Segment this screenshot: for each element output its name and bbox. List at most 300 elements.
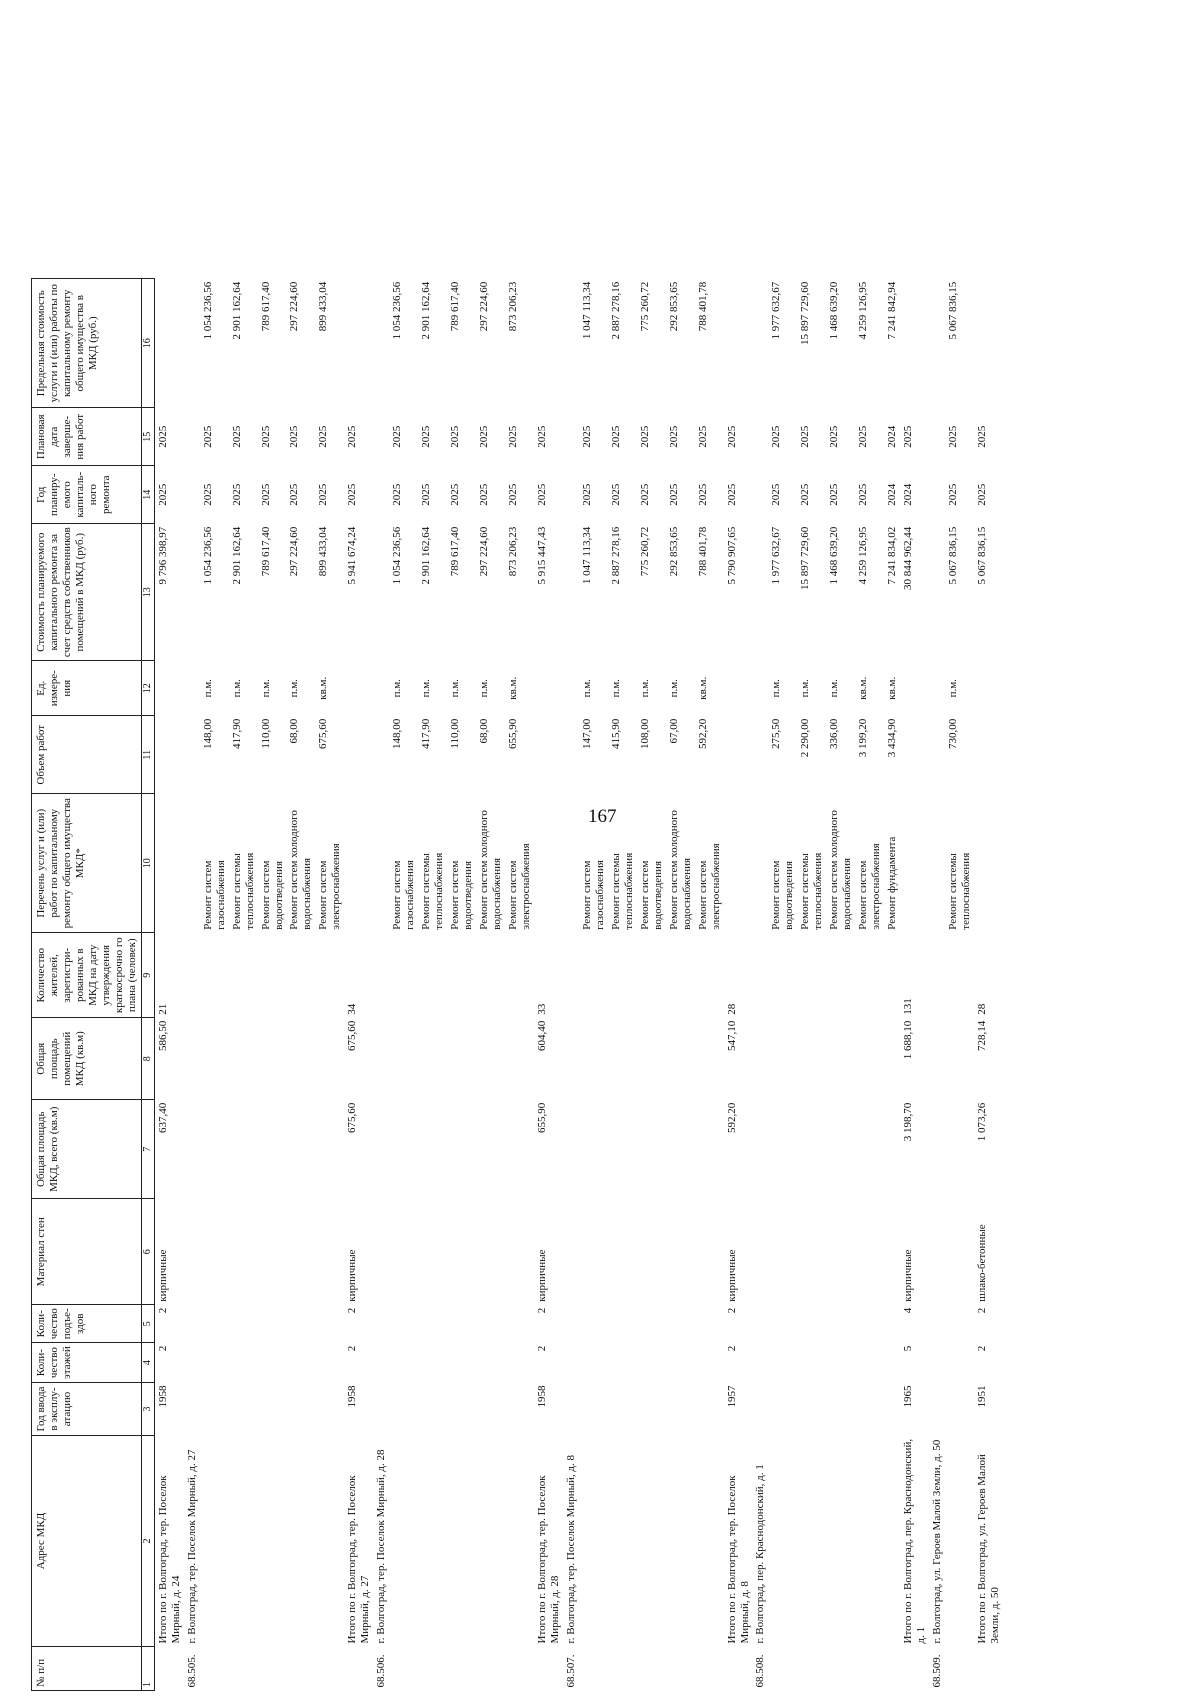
table-cell	[476, 1383, 505, 1436]
table-cell	[563, 794, 579, 933]
table-cell	[447, 1383, 476, 1436]
table-cell	[695, 1343, 724, 1383]
table-cell: 4	[902, 1307, 915, 1314]
table-cell	[286, 1383, 315, 1436]
table-cell: шлако-бетонные	[976, 1224, 988, 1302]
table-cell: 21	[156, 1003, 169, 1015]
column-header: Объем работ	[32, 716, 142, 794]
table-cell	[286, 1436, 315, 1647]
table-cell: п.м.	[391, 679, 404, 698]
table-cell	[855, 1436, 884, 1647]
table-cell: 2 901 162,64	[230, 281, 243, 340]
table-cell: 2025	[449, 425, 462, 448]
work-row	[286, 279, 315, 1691]
table-cell: 1 468 639,20	[828, 281, 841, 340]
table-cell: 417,90	[230, 718, 243, 749]
column-header: Год планиру-емого капиталь-ного ремонта	[32, 466, 142, 524]
work-row	[637, 279, 666, 1691]
table-cell	[884, 1199, 900, 1305]
table-cell: п.м.	[288, 679, 301, 698]
column-header: Коли-чество этажей	[32, 1343, 142, 1383]
table-cell: 2025	[317, 483, 330, 506]
work-row	[447, 279, 476, 1691]
table-cell: п.м.	[667, 679, 680, 698]
table-cell	[752, 1199, 768, 1305]
table-cell: 3 199,20	[857, 718, 870, 758]
table-cell: 2025	[857, 425, 870, 448]
table-cell	[389, 1343, 418, 1383]
table-cell	[476, 1199, 505, 1305]
table-cell	[695, 1436, 724, 1647]
table-cell: 28	[976, 1003, 988, 1015]
table-cell	[752, 716, 768, 794]
table-cell	[752, 1305, 768, 1343]
table-cell	[929, 794, 945, 933]
table-cell: Ремонт системы теплоснабжения	[609, 852, 635, 930]
table-cell	[768, 933, 797, 1018]
table-cell	[884, 1436, 900, 1647]
table-cell: 2	[725, 1345, 738, 1352]
table-cell	[695, 1100, 724, 1199]
table-cell: 655,90	[507, 718, 519, 749]
table-cell: 2025	[391, 425, 404, 448]
table-cell	[797, 1343, 826, 1383]
table-cell	[666, 1305, 695, 1343]
table-cell	[666, 1343, 695, 1383]
table-cell	[286, 1647, 315, 1691]
work-row	[884, 279, 900, 1691]
table-cell: п.м.	[828, 679, 841, 698]
table-cell: 2025	[667, 425, 680, 448]
table-cell	[695, 1647, 724, 1691]
table-cell: 637,40	[156, 1102, 169, 1133]
table-cell	[695, 933, 724, 1018]
header-label-row	[32, 279, 142, 1691]
table-cell: 68.508.	[754, 1654, 767, 1688]
table-cell	[373, 1343, 389, 1383]
table-cell	[900, 716, 929, 794]
table-cell: Итого по г. Волгоград, тер. Поселок Мирный, д. 24	[156, 1475, 182, 1644]
table-cell: 1 054 236,56	[201, 526, 214, 585]
table-cell	[855, 1018, 884, 1100]
table-cell	[476, 1018, 505, 1100]
table-cell: 899 433,04	[317, 281, 330, 332]
table-cell	[724, 661, 753, 716]
table-cell: 2024	[886, 425, 899, 448]
address-row	[373, 279, 389, 1691]
table-cell: Ремонт системы теплоснабжения	[420, 852, 446, 930]
table-cell	[373, 1383, 389, 1436]
table-cell: 67,00	[667, 718, 680, 744]
table-cell	[184, 1100, 200, 1199]
table-cell	[389, 1305, 418, 1343]
table-cell: 30 844 962,44	[902, 526, 915, 590]
table-cell: 2025	[230, 425, 243, 448]
table-cell	[579, 1018, 608, 1100]
table-cell: 604,40	[535, 1020, 548, 1051]
table-cell: п.м.	[947, 679, 960, 698]
table-cell	[608, 1018, 637, 1100]
table-cell	[752, 279, 768, 408]
table-cell	[373, 466, 389, 524]
table-cell: 1 977 632,67	[770, 526, 783, 585]
table-cell	[184, 661, 200, 716]
table-cell	[768, 1100, 797, 1199]
table-cell: 297 224,60	[288, 281, 301, 332]
table-cell	[389, 1383, 418, 1436]
table-cell: 2025	[947, 425, 960, 448]
table-cell: 2 901 162,64	[420, 526, 433, 585]
table-cell: 2025	[580, 483, 593, 506]
table-cell: п.м.	[580, 679, 593, 698]
table-cell	[797, 1018, 826, 1100]
column-number: 11	[141, 716, 154, 794]
table-cell	[344, 794, 373, 933]
table-cell: 2025	[156, 425, 169, 448]
table-cell	[200, 1647, 229, 1691]
table-cell	[768, 1018, 797, 1100]
table-cell	[373, 1305, 389, 1343]
table-cell	[184, 794, 200, 933]
table-cell: 292 853,65	[667, 526, 680, 577]
table-cell: 1 054 236,56	[201, 281, 214, 340]
table-cell	[476, 1343, 505, 1383]
table-cell	[752, 661, 768, 716]
table-cell: 15 897 729,60	[799, 281, 812, 345]
table-cell	[389, 1436, 418, 1647]
table-cell: кв.м.	[317, 676, 330, 700]
table-cell	[315, 1343, 344, 1383]
table-cell	[768, 1647, 797, 1691]
table-cell	[797, 1647, 826, 1691]
table-cell	[184, 1343, 200, 1383]
table-cell	[389, 1100, 418, 1199]
table-cell	[724, 1647, 753, 1691]
table-cell: 547,10	[725, 1020, 738, 1051]
table-cell: 68.507.	[564, 1654, 577, 1688]
work-row	[855, 279, 884, 1691]
table-cell: г. Волгоград, тер. Поселок Мирный, д. 8	[564, 1455, 577, 1644]
table-cell: 297 224,60	[478, 526, 491, 577]
table-cell: Итого по г. Волгоград, тер. Поселок Мирный, д. 27	[346, 1475, 372, 1644]
table-cell	[505, 1018, 534, 1100]
table-cell	[563, 1199, 579, 1305]
column-header: Количество жителей, зарегистри-рованных в МКД на дату утверждения краткосрочно го плана (человек)	[32, 933, 142, 1018]
table-cell: Ремонт систем электроснабжения	[317, 843, 343, 930]
table-cell: 2	[725, 1307, 738, 1314]
address-row	[563, 279, 579, 1691]
table-cell: 148,00	[201, 718, 214, 749]
table-cell	[315, 1305, 344, 1343]
table-cell	[258, 1647, 287, 1691]
table-cell	[229, 933, 258, 1018]
table-cell: 15 897 729,60	[799, 526, 812, 590]
table-cell	[945, 1647, 974, 1691]
table-cell: Ремонт фундамента	[886, 836, 899, 930]
table-cell	[855, 933, 884, 1018]
table-cell: п.м.	[799, 679, 812, 698]
table-cell	[563, 1100, 579, 1199]
table-cell	[154, 794, 183, 933]
table-cell: 28	[725, 1003, 738, 1015]
table-cell: 1958	[346, 1385, 359, 1408]
table-cell: 297 224,60	[288, 526, 301, 577]
table-cell: Ремонт систем газоснабжения	[391, 860, 417, 930]
table-cell: 655,90	[535, 1102, 548, 1133]
table-cell: Ремонт систем газоснабжения	[580, 860, 606, 930]
table-cell	[534, 716, 563, 794]
table-cell: 2025	[201, 425, 214, 448]
table-cell: 1 468 639,20	[828, 526, 841, 585]
work-row	[258, 279, 287, 1691]
table-cell	[884, 1647, 900, 1691]
table-cell: 788 401,78	[696, 281, 709, 332]
table-cell: 9 796 398,97	[156, 526, 169, 585]
table-cell: 4 259 126,95	[857, 281, 870, 340]
column-number: 5	[141, 1305, 154, 1343]
table-cell	[200, 1436, 229, 1647]
table-cell	[258, 1305, 287, 1343]
table-cell	[768, 1305, 797, 1343]
table-cell	[563, 716, 579, 794]
total-row	[974, 279, 1003, 1691]
table-cell: 2025	[346, 483, 359, 506]
table-cell	[974, 1647, 1003, 1691]
table-cell	[579, 1100, 608, 1199]
table-cell	[229, 1305, 258, 1343]
table-cell	[945, 1100, 974, 1199]
work-row	[505, 279, 534, 1691]
table-cell: г. Волгоград, ул. Героев Малой Земли, д. 50	[931, 1439, 944, 1644]
table-cell	[563, 1305, 579, 1343]
table-cell: 3 198,70	[902, 1102, 915, 1142]
column-number: 2	[141, 1436, 154, 1647]
table-cell: 297 224,60	[478, 281, 491, 332]
table-cell: 789 617,40	[259, 281, 272, 332]
table-cell: 2025	[638, 425, 651, 448]
column-header: Ед. измере-ния	[32, 661, 142, 716]
table-cell	[418, 1199, 447, 1305]
table-cell: 2025	[828, 425, 841, 448]
table-cell	[184, 1305, 200, 1343]
table-cell	[418, 933, 447, 1018]
table-cell	[154, 716, 183, 794]
table-cell	[563, 1383, 579, 1436]
table-cell: 2025	[535, 483, 548, 506]
table-cell: 2024	[902, 483, 915, 506]
table-cell	[418, 1383, 447, 1436]
table-cell	[315, 1436, 344, 1647]
table-cell	[373, 794, 389, 933]
table-cell	[534, 1647, 563, 1691]
table-cell	[184, 1018, 200, 1100]
table-cell: 7 241 834,02	[886, 526, 899, 585]
total-row	[724, 279, 753, 1691]
table-cell	[184, 1383, 200, 1436]
table-cell	[752, 1343, 768, 1383]
table-cell: п.м.	[201, 679, 214, 698]
table-cell	[389, 1018, 418, 1100]
table-cell: 7 241 842,94	[886, 281, 899, 340]
table-cell: 5 941 674,24	[346, 526, 359, 585]
table-cell	[505, 1100, 534, 1199]
table-cell	[666, 1647, 695, 1691]
table-cell: 2	[346, 1307, 359, 1314]
table-cell	[447, 1199, 476, 1305]
table-cell: Ремонт систем холодного водоснабжения	[828, 810, 854, 930]
work-row	[945, 279, 974, 1691]
table-cell: 2025	[507, 425, 519, 448]
table-cell: п.м.	[638, 679, 651, 698]
table-cell	[900, 794, 929, 933]
table-cell: 2025	[976, 425, 988, 448]
table-cell	[389, 1199, 418, 1305]
table-cell	[666, 1383, 695, 1436]
table-cell	[154, 279, 183, 408]
table-cell	[447, 1018, 476, 1100]
table-cell	[563, 1018, 579, 1100]
table-cell: п.м.	[259, 679, 272, 698]
work-row	[579, 279, 608, 1691]
column-header: Год ввода в эксплу-атацию	[32, 1383, 142, 1436]
table-cell	[389, 1647, 418, 1691]
table-cell: Ремонт систем холодного водоснабжения	[478, 810, 504, 930]
table-cell: 2025	[770, 483, 783, 506]
table-cell	[752, 1383, 768, 1436]
table-cell	[695, 1018, 724, 1100]
table-cell	[826, 1436, 855, 1647]
work-row	[200, 279, 229, 1691]
table-cell	[229, 1199, 258, 1305]
table-cell	[637, 1305, 666, 1343]
table-cell	[929, 1343, 945, 1383]
table-cell: 5 915 447,43	[535, 526, 548, 585]
table-cell	[974, 279, 1003, 408]
table-cell	[855, 1199, 884, 1305]
table-cell: 2	[535, 1307, 548, 1314]
table-cell: 1 688,10	[902, 1020, 915, 1060]
table-cell: 873 206,23	[507, 526, 519, 577]
table-cell: 2 901 162,64	[230, 526, 243, 585]
table-cell	[505, 1436, 534, 1647]
table-cell	[900, 279, 929, 408]
work-row	[389, 279, 418, 1691]
table-cell	[447, 1305, 476, 1343]
table-cell: 68.506.	[375, 1654, 388, 1688]
table-cell: 68,00	[288, 718, 301, 744]
table-cell: кирпичные	[156, 1249, 169, 1302]
table-cell	[637, 933, 666, 1018]
work-row	[666, 279, 695, 1691]
table-cell: 2025	[230, 483, 243, 506]
column-header: Материал стен	[32, 1199, 142, 1305]
table-cell: 2025	[449, 483, 462, 506]
table-cell: Ремонт систем холодного водоснабжения	[288, 810, 314, 930]
table-cell	[579, 1199, 608, 1305]
table-cell	[826, 933, 855, 1018]
table-cell: 415,90	[609, 718, 622, 749]
table-cell	[447, 1100, 476, 1199]
table-cell: 2025	[609, 483, 622, 506]
table-cell: 2025	[420, 483, 433, 506]
table-cell: Ремонт системы теплоснабжения	[799, 852, 825, 930]
table-cell	[534, 661, 563, 716]
table-cell	[608, 1383, 637, 1436]
table-cell: 336,00	[828, 718, 841, 749]
table-cell	[797, 1383, 826, 1436]
table-cell: Ремонт системы теплоснабжения	[947, 852, 973, 930]
table-cell: 110,00	[449, 718, 462, 749]
table-cell	[884, 1343, 900, 1383]
table-cell	[505, 1647, 534, 1691]
table-cell	[534, 279, 563, 408]
table-cell: 2	[976, 1345, 988, 1352]
table-cell: 2025	[391, 483, 404, 506]
table-cell	[315, 1100, 344, 1199]
table-cell	[724, 279, 753, 408]
table-cell	[447, 1436, 476, 1647]
table-cell	[752, 408, 768, 466]
table-cell	[315, 1647, 344, 1691]
table-cell	[373, 279, 389, 408]
table-cell	[184, 524, 200, 661]
table-cell: 586,50	[156, 1020, 169, 1051]
table-cell	[286, 1100, 315, 1199]
table-cell	[418, 1436, 447, 1647]
table-cell: 417,90	[420, 718, 433, 749]
column-header: Общая площадь помещений МКД (кв.м)	[32, 1018, 142, 1100]
address-row	[752, 279, 768, 1691]
table-cell	[286, 1343, 315, 1383]
table-cell: 2 887 278,16	[609, 526, 622, 585]
table-cell	[752, 466, 768, 524]
table-cell	[418, 1343, 447, 1383]
total-row	[344, 279, 373, 1691]
total-row	[154, 279, 183, 1691]
table-cell	[505, 933, 534, 1018]
table-cell	[637, 1647, 666, 1691]
table-cell: 5 067 836,15	[947, 526, 960, 585]
table-cell	[579, 1305, 608, 1343]
column-number: 10	[141, 794, 154, 933]
table-cell	[579, 1647, 608, 1691]
table-cell: 788 401,78	[696, 526, 709, 577]
table-cell: 2025	[317, 425, 330, 448]
table-cell: 2025	[507, 483, 519, 506]
repair-plan-table	[31, 278, 1003, 1691]
table-cell	[826, 1100, 855, 1199]
table-cell	[418, 1018, 447, 1100]
table-cell: 1 054 236,56	[391, 526, 404, 585]
table-cell	[373, 661, 389, 716]
table-cell	[752, 524, 768, 661]
table-cell: 148,00	[391, 718, 404, 749]
work-row	[315, 279, 344, 1691]
table-cell	[768, 1343, 797, 1383]
table-cell: кирпичные	[346, 1249, 359, 1302]
table-cell	[945, 1436, 974, 1647]
header-number-row	[141, 279, 154, 1691]
table-cell	[608, 1305, 637, 1343]
column-number: 12	[141, 661, 154, 716]
table-cell	[945, 1018, 974, 1100]
table-cell: 675,60	[317, 718, 330, 749]
table-cell: 2025	[696, 483, 709, 506]
table-cell: Итого по г. Волгоград, тер. Поселок Мирный, д. 28	[535, 1475, 561, 1644]
table-cell	[929, 716, 945, 794]
table-cell: 2025	[976, 483, 988, 506]
table-cell	[447, 933, 476, 1018]
